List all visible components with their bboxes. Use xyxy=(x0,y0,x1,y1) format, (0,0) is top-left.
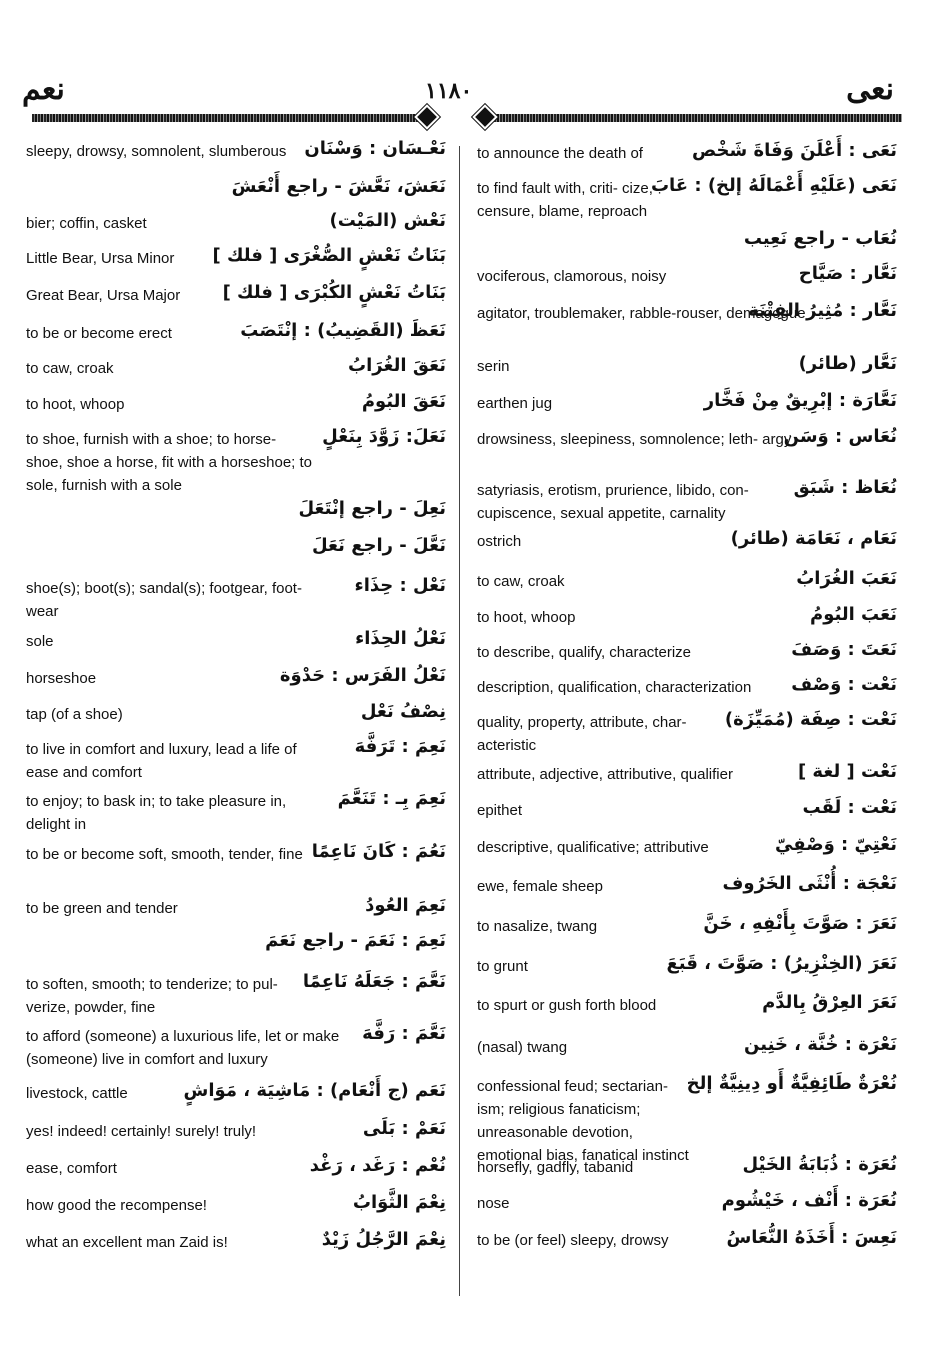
entry-english-gloss: to hoot, whoop xyxy=(477,609,576,626)
entry-arabic-term: نِصْفُ نَعْل xyxy=(360,701,446,722)
entry-english-gloss: to shoe, furnish with a shoe; to horse- shoe, shoe a horse, fit with a horseshoe; to sole, furnish with a sole xyxy=(26,431,313,494)
entry-english-gloss: sole xyxy=(26,633,54,650)
entry-arabic-term: نَعْت : لَقَب xyxy=(802,797,897,818)
entry-english-gloss: to find fault with, criti- cize, censure, blame, reproach xyxy=(477,180,653,220)
entry-english-gloss: attribute, adjective, attributive, qualifier xyxy=(477,766,733,783)
entry-english-gloss: ostrich xyxy=(477,533,522,550)
entry-arabic-term: نَعِسَ : أَخَذَهُ النُّعَاسُ xyxy=(726,1227,897,1248)
entry-arabic-term: نَعَتَ : وَصَفَ xyxy=(791,639,897,660)
entry-english-gloss: to be green and tender xyxy=(26,900,178,917)
entry-arabic-term: نَعَرَ : صَوَّتَ بِأَنْفِهِ ، خَنَّ xyxy=(703,913,897,934)
entry-arabic-term: نَعَم (ج أَنْعَام) : مَاشِيَة ، مَوَاشٍ xyxy=(183,1080,446,1101)
page-header xyxy=(0,0,934,130)
entry-arabic-term: نَعْرَة : خُنَّة ، خَنِين xyxy=(744,1034,897,1055)
entry-english-gloss: to afford (someone) a luxurious life, let or make (someone) live in comfort and luxury xyxy=(26,1028,340,1068)
entry-english-gloss: (nasal) twang xyxy=(477,1039,568,1056)
entry-arabic-term: نَعَظَ (القَضِيبُ) : إنْتَصَبَ xyxy=(240,320,446,341)
entry-arabic-term: نَعَلَ: زَوَّدَ بِنَعْلٍ xyxy=(322,426,446,447)
entry-arabic-term: نَعَّار : صَيَّاح xyxy=(798,263,897,284)
entry-arabic-term: نَعَّار : مُثِيرُ الفِتْنَة xyxy=(748,300,897,321)
entry-arabic-term: نَعْلُ الفَرَس : حَدْوَة xyxy=(279,665,446,686)
entry-english-gloss: shoe(s); boot(s); sandal(s); footgear, foot- wear xyxy=(26,580,302,620)
entry-arabic-term: نُعْرَةٌ طَائِفِيَّةٌ أَو دِينِيَّةٌ إلخ xyxy=(686,1073,897,1094)
entry-english-gloss: to spurt or gush forth blood xyxy=(477,997,657,1014)
entry-arabic-term: نُعَاظ : شَبَق xyxy=(793,477,897,498)
left-ornament-band xyxy=(32,111,430,125)
entry-english-gloss: to nasalize, twang xyxy=(477,918,598,935)
entry-arabic-term: نَعَشَ، نَعَّشَ - راجع أَنْعَشَ xyxy=(231,176,446,197)
entry-english-gloss: to live in comfort and luxury, lead a life of ease and comfort xyxy=(26,741,297,781)
entry-arabic-term: نِعْمَ الرَّجُلُ زَيْدٌ xyxy=(321,1229,446,1250)
entry-english-gloss: serin xyxy=(477,358,510,375)
entry-arabic-term: نُعَاس : وَسَن xyxy=(783,426,897,447)
entry-arabic-term: نِعْمَ الثَّوَابُ xyxy=(352,1192,446,1213)
entry-english-gloss: to caw, croak xyxy=(26,360,114,377)
entry-english-gloss: horsefly, gadfly, tabanid xyxy=(477,1159,634,1176)
entry-english-gloss: bier; coffin, casket xyxy=(26,215,147,232)
entry-english-gloss: how good the recompense! xyxy=(26,1197,207,1214)
entry-english-gloss: epithet xyxy=(477,802,523,819)
entry-arabic-term: نَعَرَ (الخِنْزِيرُ) : صَوَّتَ ، قَبَعَ xyxy=(666,953,897,974)
entry-english-gloss: to be (or feel) sleepy, drowsy xyxy=(477,1232,669,1249)
entry-english-gloss: drowsiness, sleepiness, somnolence; leth- argy xyxy=(477,431,792,448)
entry-english-gloss: to hoot, whoop xyxy=(26,396,125,413)
entry-arabic-term: بَنَاتُ نَعْشٍ الصُّغْرَى [ فلك ] xyxy=(212,245,446,266)
entry-arabic-term: نَعَى (عَلَيْهِ أَعْمَالَهُ إلخ) : عَابَ xyxy=(650,175,897,196)
entry-arabic-term: نَعِمَ : تَرَفَّهَ xyxy=(354,736,446,757)
entry-arabic-term: نَعِمَ بِـ : تَنَعَّمَ xyxy=(337,788,446,809)
entry-english-gloss: to be or become soft, smooth, tender, fine xyxy=(26,846,303,863)
left-running-headword: نعم xyxy=(22,73,65,106)
entry-english-gloss: Great Bear, Ursa Major xyxy=(26,287,181,304)
entry-arabic-term: نَعَّلَ - راجع نَعَلَ xyxy=(311,535,446,556)
entry-arabic-term: نَعْلُ الحِذَاء xyxy=(355,628,446,649)
entry-arabic-term: نُعَاب - راجع نَعِيب xyxy=(743,228,897,249)
entry-arabic-term: نَعِمَ : نَعَمَ - راجع نَعَمَ xyxy=(265,930,446,951)
entry-english-gloss: description, qualification, characterization xyxy=(477,679,752,696)
entry-arabic-term: نُعَرَة : ذُبَابَةُ الخَيْل xyxy=(742,1154,897,1175)
entry-arabic-term: نَعَّمَ : جَعَلَهُ نَاعِمًا xyxy=(302,971,446,992)
entry-english-gloss: to describe, qualify, characterize xyxy=(477,644,691,661)
entry-arabic-term: نُعَرَة : أَنْف ، خَيْشُوم xyxy=(721,1190,897,1211)
entry-arabic-term: نَعِلَ - راجع إنْتَعَلَ xyxy=(298,498,446,519)
entry-english-gloss: yes! indeed! certainly! surely! truly! xyxy=(26,1123,257,1140)
entry-english-gloss: Little Bear, Ursa Minor xyxy=(26,250,175,267)
entry-english-gloss: ease, comfort xyxy=(26,1160,117,1177)
entry-arabic-term: نَعَبَ البُومُ xyxy=(810,604,897,625)
entry-english-gloss: to be or become erect xyxy=(26,325,172,342)
entry-arabic-term: نَعْت : وَصْف xyxy=(791,674,897,695)
entry-english-gloss: to caw, croak xyxy=(477,573,565,590)
entry-arabic-term: نَعِمَ العُودُ xyxy=(365,895,446,916)
entry-english-gloss: what an excellent man Zaid is! xyxy=(26,1234,228,1251)
entry-arabic-term: نَعَقَ البُومُ xyxy=(361,391,446,412)
entry-arabic-term: نَعْت [ لغة ] xyxy=(797,761,897,782)
entry-arabic-term: نَعْش (المَيْت) xyxy=(329,210,446,231)
entry-arabic-term: نَعَمْ : بَلَى xyxy=(362,1118,446,1139)
entry-arabic-term: نَعَّار (طائر) xyxy=(798,353,897,374)
entry-arabic-term: نَعْجَة : أُنْثَى الخَرُوف xyxy=(722,873,897,894)
diamond-ornament-icon xyxy=(414,104,439,129)
entry-english-gloss: confessional feud; sectarian- ism; religious fanaticism; unreasonable devotion, emotional bias, fanatical instinct xyxy=(477,1078,689,1164)
entry-english-gloss: sleepy, drowsy, somnolent, slumberous xyxy=(26,143,287,160)
entry-english-gloss: agitator, troublemaker, rabble-rouser, demagogue xyxy=(477,305,806,322)
entry-english-gloss: satyriasis, erotism, prurience, libido, con- cupiscence, sexual appetite, carnality xyxy=(477,482,749,522)
entry-arabic-term: نَعْت : صِفَة (مُمَيِّزَة) xyxy=(724,709,897,730)
entry-english-gloss: tap (of a shoe) xyxy=(26,706,123,723)
entry-english-gloss: ewe, female sheep xyxy=(477,878,603,895)
entry-english-gloss: vociferous, clamorous, noisy xyxy=(477,268,667,285)
entry-arabic-term: نَعْل : حِذَاء xyxy=(354,575,446,596)
entry-arabic-term: نَعَّارَة : إبْرِيقٌ مِنْ فَخَّار xyxy=(703,390,897,411)
entry-arabic-term: نَعَّمَ : رَفَّهَ xyxy=(362,1023,446,1044)
entry-english-gloss: horseshoe xyxy=(26,670,97,687)
entry-arabic-term: نَعُمَ : كَانَ نَاعِمًا xyxy=(311,841,446,862)
entry-arabic-term: بَنَاتُ نَعْشٍ الكُبْرَى [ فلك ] xyxy=(222,282,446,303)
entry-arabic-term: نَعَبَ الغُرَابُ xyxy=(796,568,897,589)
right-ornament-band xyxy=(482,111,902,125)
entry-arabic-term: نُعْم : رَغَد ، رَغْد xyxy=(309,1155,446,1176)
entry-arabic-term: نَعْـسَان : وَسْنَان xyxy=(304,138,446,159)
entry-arabic-term: نَعَرَ العِرْقُ بِالدَّم xyxy=(762,992,897,1013)
page-number: ١١٨٠ xyxy=(425,78,473,103)
diamond-ornament-icon xyxy=(472,104,497,129)
column-divider xyxy=(459,146,460,1296)
entry-arabic-term: نَعَام ، نَعَامَة (طائر) xyxy=(730,528,897,549)
right-running-headword: نعى xyxy=(846,73,894,106)
entry-arabic-term: نَعْتِيّ : وَصْفِيّ xyxy=(775,834,897,855)
entry-english-gloss: quality, property, attribute, char- acteristic xyxy=(477,714,687,754)
entry-arabic-term: نَعَى : أَعْلَنَ وَفَاةَ شَخْص xyxy=(692,140,897,161)
entry-english-gloss: earthen jug xyxy=(477,395,553,412)
entry-english-gloss: to soften, smooth; to tenderize; to pul- verize, powder, fine xyxy=(26,976,278,1016)
entry-english-gloss: to grunt xyxy=(477,958,528,975)
entry-english-gloss: to announce the death of xyxy=(477,145,643,162)
entry-english-gloss: nose xyxy=(477,1195,510,1212)
entry-arabic-term: نَعَقَ الغُرَابُ xyxy=(348,355,446,376)
entry-english-gloss: descriptive, qualificative; attributive xyxy=(477,839,709,856)
entry-english-gloss: livestock, cattle xyxy=(26,1085,128,1102)
entry-english-gloss: to enjoy; to bask in; to take pleasure in, delight in xyxy=(26,793,287,833)
